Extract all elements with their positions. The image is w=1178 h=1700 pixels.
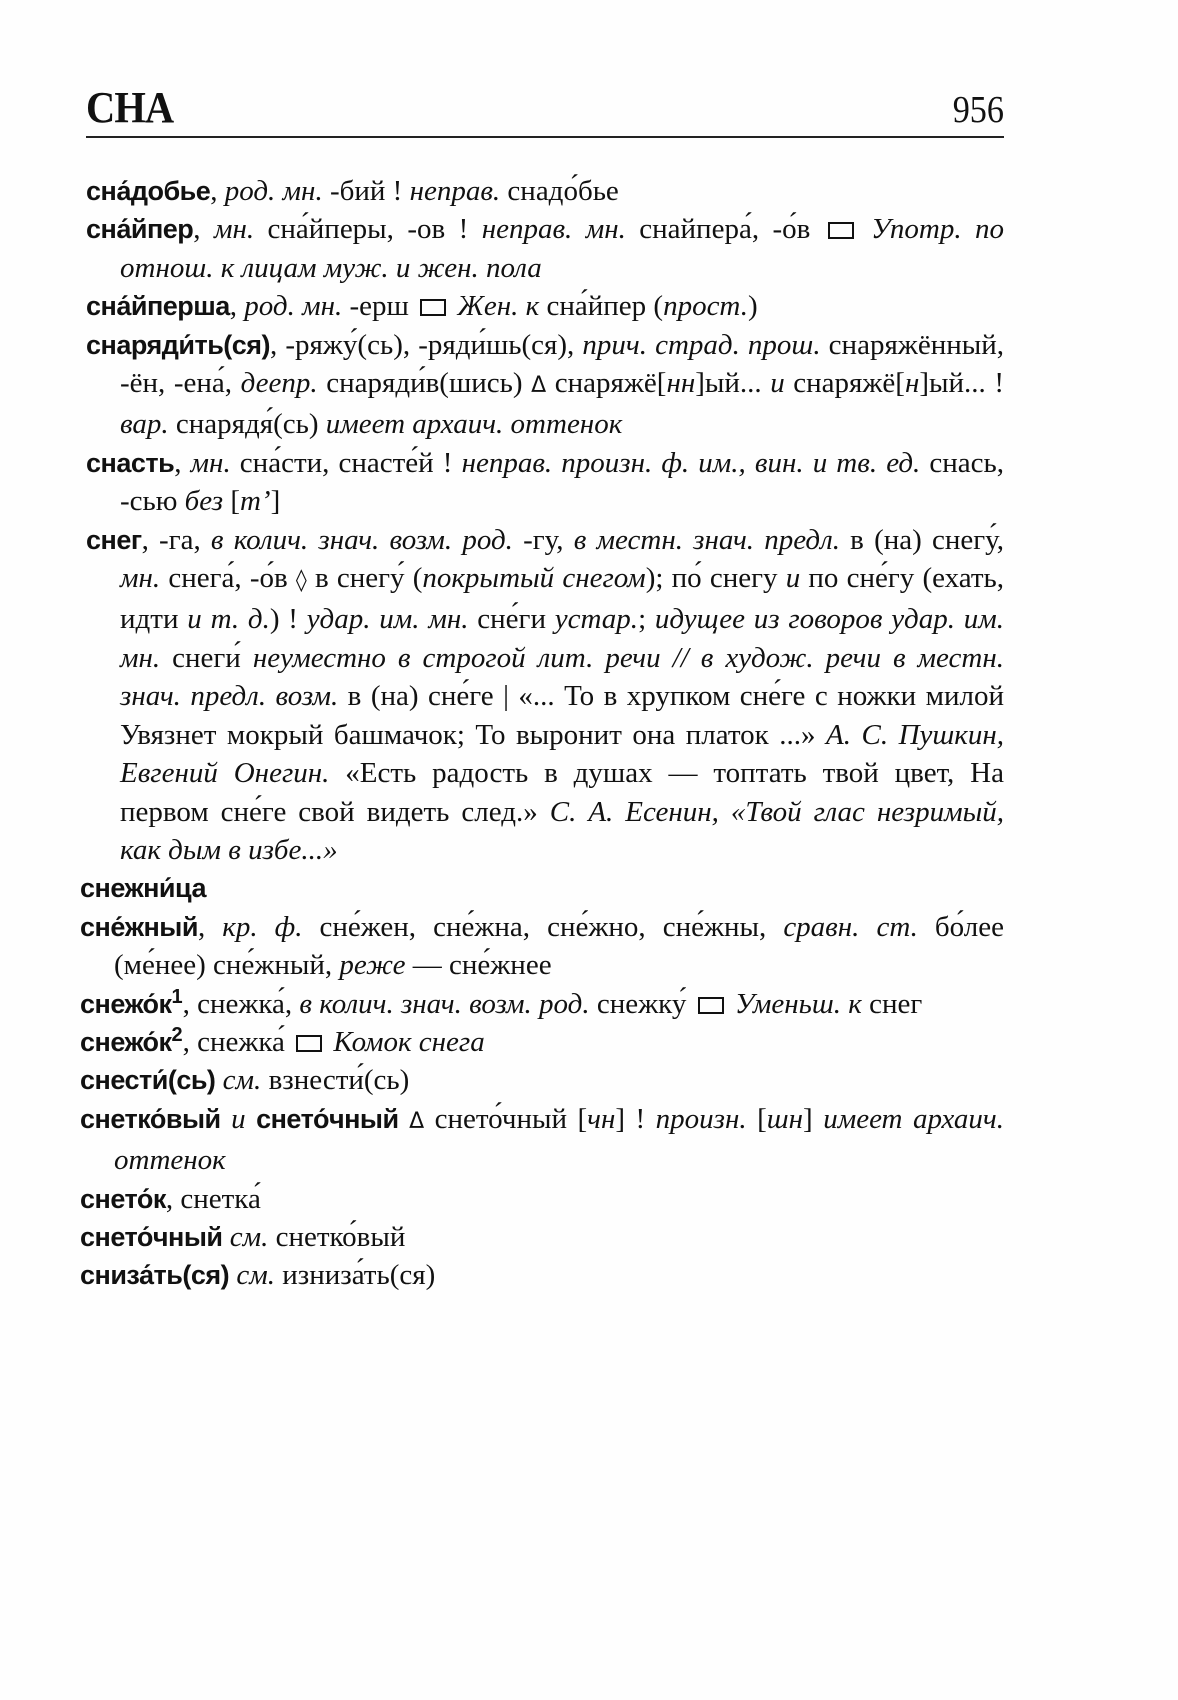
grammar-label: неправ. — [409, 175, 501, 207]
dictionary-entry — [80, 1256, 1004, 1294]
entry-text: , снетка́ — [165, 1182, 261, 1215]
entry-text: снась, -сью — [120, 446, 1004, 518]
note-box-icon — [296, 1035, 322, 1052]
entry-text: в снегу́ ( — [306, 562, 423, 595]
entry-text: снежку́ — [589, 987, 694, 1020]
grammar-label: и — [785, 562, 801, 595]
entry-text: сна́йперы, -ов ! — [254, 213, 482, 246]
grammar-label: неуместно в строгой лит. речи // в худож. речи в местн. знач. предл. возм. — [120, 641, 1004, 713]
entry-text: сна́сти, снасте́й ! — [230, 446, 462, 479]
headword: снежо́к — [80, 1026, 172, 1057]
header-rule — [86, 136, 1004, 138]
grammar-label: удар. им. мн. — [306, 603, 469, 636]
entry-text: снаряжё[ — [546, 367, 667, 400]
dictionary-entry — [80, 985, 1004, 1023]
grammar-label: и — [770, 367, 785, 400]
entry-text: ); по́ снегу — [645, 562, 786, 595]
dictionary-entry — [86, 444, 1004, 521]
headword: снежни́ца — [80, 873, 206, 904]
grammar-label: в колич. знач. возм. род. — [299, 987, 590, 1020]
entry-text: ] ! — [615, 1102, 656, 1135]
grammar-label: и т. д. — [187, 603, 270, 636]
note-box-icon — [828, 222, 854, 239]
dictionary-page — [80, 80, 1005, 1295]
entry-text: , снежка́, — [182, 987, 300, 1020]
headword: снаряди́ть(ся) — [86, 329, 271, 360]
grammar-label: А. С. Пушкин, Евгений Онегин. — [120, 718, 1004, 790]
dictionary-entry — [86, 172, 1004, 210]
grammar-label: см. — [222, 1220, 269, 1253]
entry-text: ] — [270, 485, 281, 518]
entry-text: снега́, -о́в — [160, 562, 296, 595]
grammar-label: прич. страд. прош. — [582, 328, 821, 361]
entry-text: снайпера́, -о́в — [625, 213, 824, 246]
entry-text: ) — [747, 290, 758, 323]
grammar-label: покрытый снегом — [422, 562, 646, 595]
entry-text: по сне́гу (ехать, идти — [120, 562, 1004, 636]
grammar-label: Жен. к — [450, 290, 540, 323]
grammar-label: без — [184, 485, 224, 518]
headword: сна́йпер — [86, 214, 194, 245]
entry-text: взнести́(сь) — [261, 1064, 410, 1097]
grammar-label: неправ. произн. ф. им., вин. и тв. ед. — [461, 446, 921, 479]
entry-text: — сне́жнее — [405, 949, 552, 982]
grammar-label: род. мн. — [244, 290, 343, 323]
headword: снетко́вый — [80, 1103, 221, 1134]
entry-text: снаряжённый, -ён, -ена́, — [120, 328, 1004, 400]
grammar-label: чн — [587, 1102, 616, 1135]
entry-list — [80, 172, 1005, 1295]
note-box-icon — [420, 299, 446, 316]
grammar-label: Уменьш. к — [727, 987, 862, 1020]
grammar-label: и — [220, 1102, 257, 1135]
dictionary-entry — [80, 1023, 1004, 1061]
page-number: 956 — [952, 89, 1004, 131]
grammar-label: вар. — [120, 408, 169, 441]
entry-text: бо́лее (ме́нее) сне́жный, — [114, 910, 1005, 982]
dictionary-entry — [86, 210, 1004, 287]
rhombus-icon: ◊ — [295, 568, 307, 594]
dictionary-entry — [80, 1180, 1004, 1218]
entry-text: ]ый... — [695, 367, 771, 400]
entry-text: в (на) сне́ге | «... То в хрупком сне́ге с ножки милой Увязнет мокрый башмачок; То выронит она платок ...» — [120, 680, 1004, 751]
grammar-label: идущее из говоров удар. им. мн. — [120, 603, 1005, 674]
dictionary-entry — [80, 1061, 1004, 1099]
entry-text: в (на) снегу́, — [839, 523, 1004, 556]
grammar-label: Употр. по отнош. к лицам муж. и жен. пола — [120, 213, 1004, 284]
dictionary-entry — [80, 908, 1004, 985]
entry-text: изниза́ть(ся) — [274, 1259, 436, 1292]
entry-text: снарядя́(сь) — [168, 408, 326, 441]
entry-text: , -га, — [141, 523, 211, 556]
entry-text: сна́йпер ( — [539, 290, 664, 323]
headword: снег — [86, 524, 142, 555]
grammar-label: в местн. знач. предл. — [573, 523, 840, 556]
entry-text: сне́жен, сне́жна, сне́жно, сне́жны, — [302, 910, 784, 943]
grammar-label: нн — [666, 367, 696, 400]
headword: снежо́к — [80, 988, 172, 1019]
headword: снето́к — [80, 1183, 166, 1214]
dictionary-entry — [86, 521, 1004, 870]
entry-text: -гу, — [512, 523, 574, 556]
grammar-label: тʼ — [239, 485, 271, 518]
headword: снасть — [86, 447, 175, 478]
entry-text: снаряжё[ — [784, 367, 905, 400]
entry-text: , — [193, 213, 214, 246]
grammar-label: мн. — [190, 446, 231, 479]
entry-text — [399, 1103, 409, 1135]
entry-text: «Есть радость в душах — топтать твой цвет, На первом сне́ге свой видеть след.» — [120, 757, 1004, 828]
grammar-label: мн. — [213, 213, 255, 246]
grammar-label: род. мн. — [224, 175, 323, 207]
grammar-label: С. А. Есенин, «Твой глас незримый, как дым в избе...» — [120, 795, 1004, 866]
entry-text: -ерш — [342, 290, 417, 323]
headword: снето́чный — [256, 1103, 399, 1134]
grammar-label: имеет архаич. оттенок — [325, 408, 623, 441]
grammar-label: мн. — [120, 562, 161, 595]
entry-text: , — [174, 446, 191, 479]
entry-text: снаряди́в(шись) — [317, 367, 532, 400]
headword: снести́(сь) — [80, 1065, 216, 1096]
headword: сне́жный — [80, 911, 198, 942]
entry-text: -бий ! — [322, 175, 410, 207]
dictionary-entry — [86, 326, 1004, 444]
homonym-index: 2 — [171, 1023, 183, 1046]
entry-text: , снежка́ — [182, 1025, 293, 1058]
grammar-label: н — [904, 367, 920, 400]
dictionary-entry — [80, 1100, 1004, 1180]
entry-text: , — [210, 175, 225, 207]
running-header — [86, 80, 1004, 130]
grammar-label: кр. ф. — [222, 910, 303, 943]
triangle-icon: Δ — [531, 373, 547, 399]
grammar-label: Комок снега — [326, 1025, 485, 1058]
grammar-label: реже — [339, 949, 406, 982]
dictionary-entry — [80, 869, 1004, 907]
grammar-label: сравн. ст. — [783, 910, 918, 943]
grammar-label: см. — [229, 1259, 275, 1292]
entry-text: снадо́бье — [500, 175, 619, 207]
triangle-icon: Δ — [409, 1108, 425, 1134]
entry-text: снег — [861, 987, 923, 1020]
grammar-label: произн. — [655, 1102, 747, 1135]
headword: снето́чный — [80, 1221, 223, 1252]
entry-text: снетко́вый — [268, 1220, 406, 1253]
grammar-label: шн — [766, 1102, 804, 1135]
headword: сниза́ть(ся) — [80, 1260, 230, 1291]
entry-text: [ — [746, 1102, 767, 1135]
dictionary-entry — [86, 287, 1004, 325]
entry-text: снеги́ — [160, 641, 253, 674]
entry-text: сне́ги — [468, 603, 555, 636]
entry-text: ]ый... ! — [919, 367, 1004, 400]
entry-text: , -ряжу́(сь), -ряди́шь(ся), — [270, 328, 583, 361]
entry-text: ) ! — [269, 603, 307, 636]
grammar-label: неправ. мн. — [481, 213, 626, 246]
entry-text: снето́чный [ — [424, 1102, 588, 1135]
headword: сна́йперша — [86, 291, 230, 322]
grammar-label: в колич. знач. возм. род. — [210, 523, 513, 556]
grammar-label: деепр. — [240, 367, 318, 400]
dictionary-entry — [80, 1218, 1004, 1256]
entry-text: ; — [638, 603, 655, 636]
entry-text: ] — [803, 1102, 824, 1135]
grammar-label: устар. — [554, 603, 639, 636]
note-box-icon — [698, 997, 724, 1014]
entry-text: , — [197, 910, 223, 943]
grammar-label: см. — [215, 1064, 262, 1097]
entry-text: [ — [223, 485, 240, 518]
grammar-label: прост. — [663, 290, 748, 323]
homonym-index: 1 — [171, 985, 183, 1008]
headword: сна́добье — [86, 176, 211, 206]
running-title: СНА — [86, 83, 174, 132]
grammar-label: имеет архаич. оттенок — [114, 1102, 1004, 1177]
entry-text: , — [229, 290, 245, 323]
